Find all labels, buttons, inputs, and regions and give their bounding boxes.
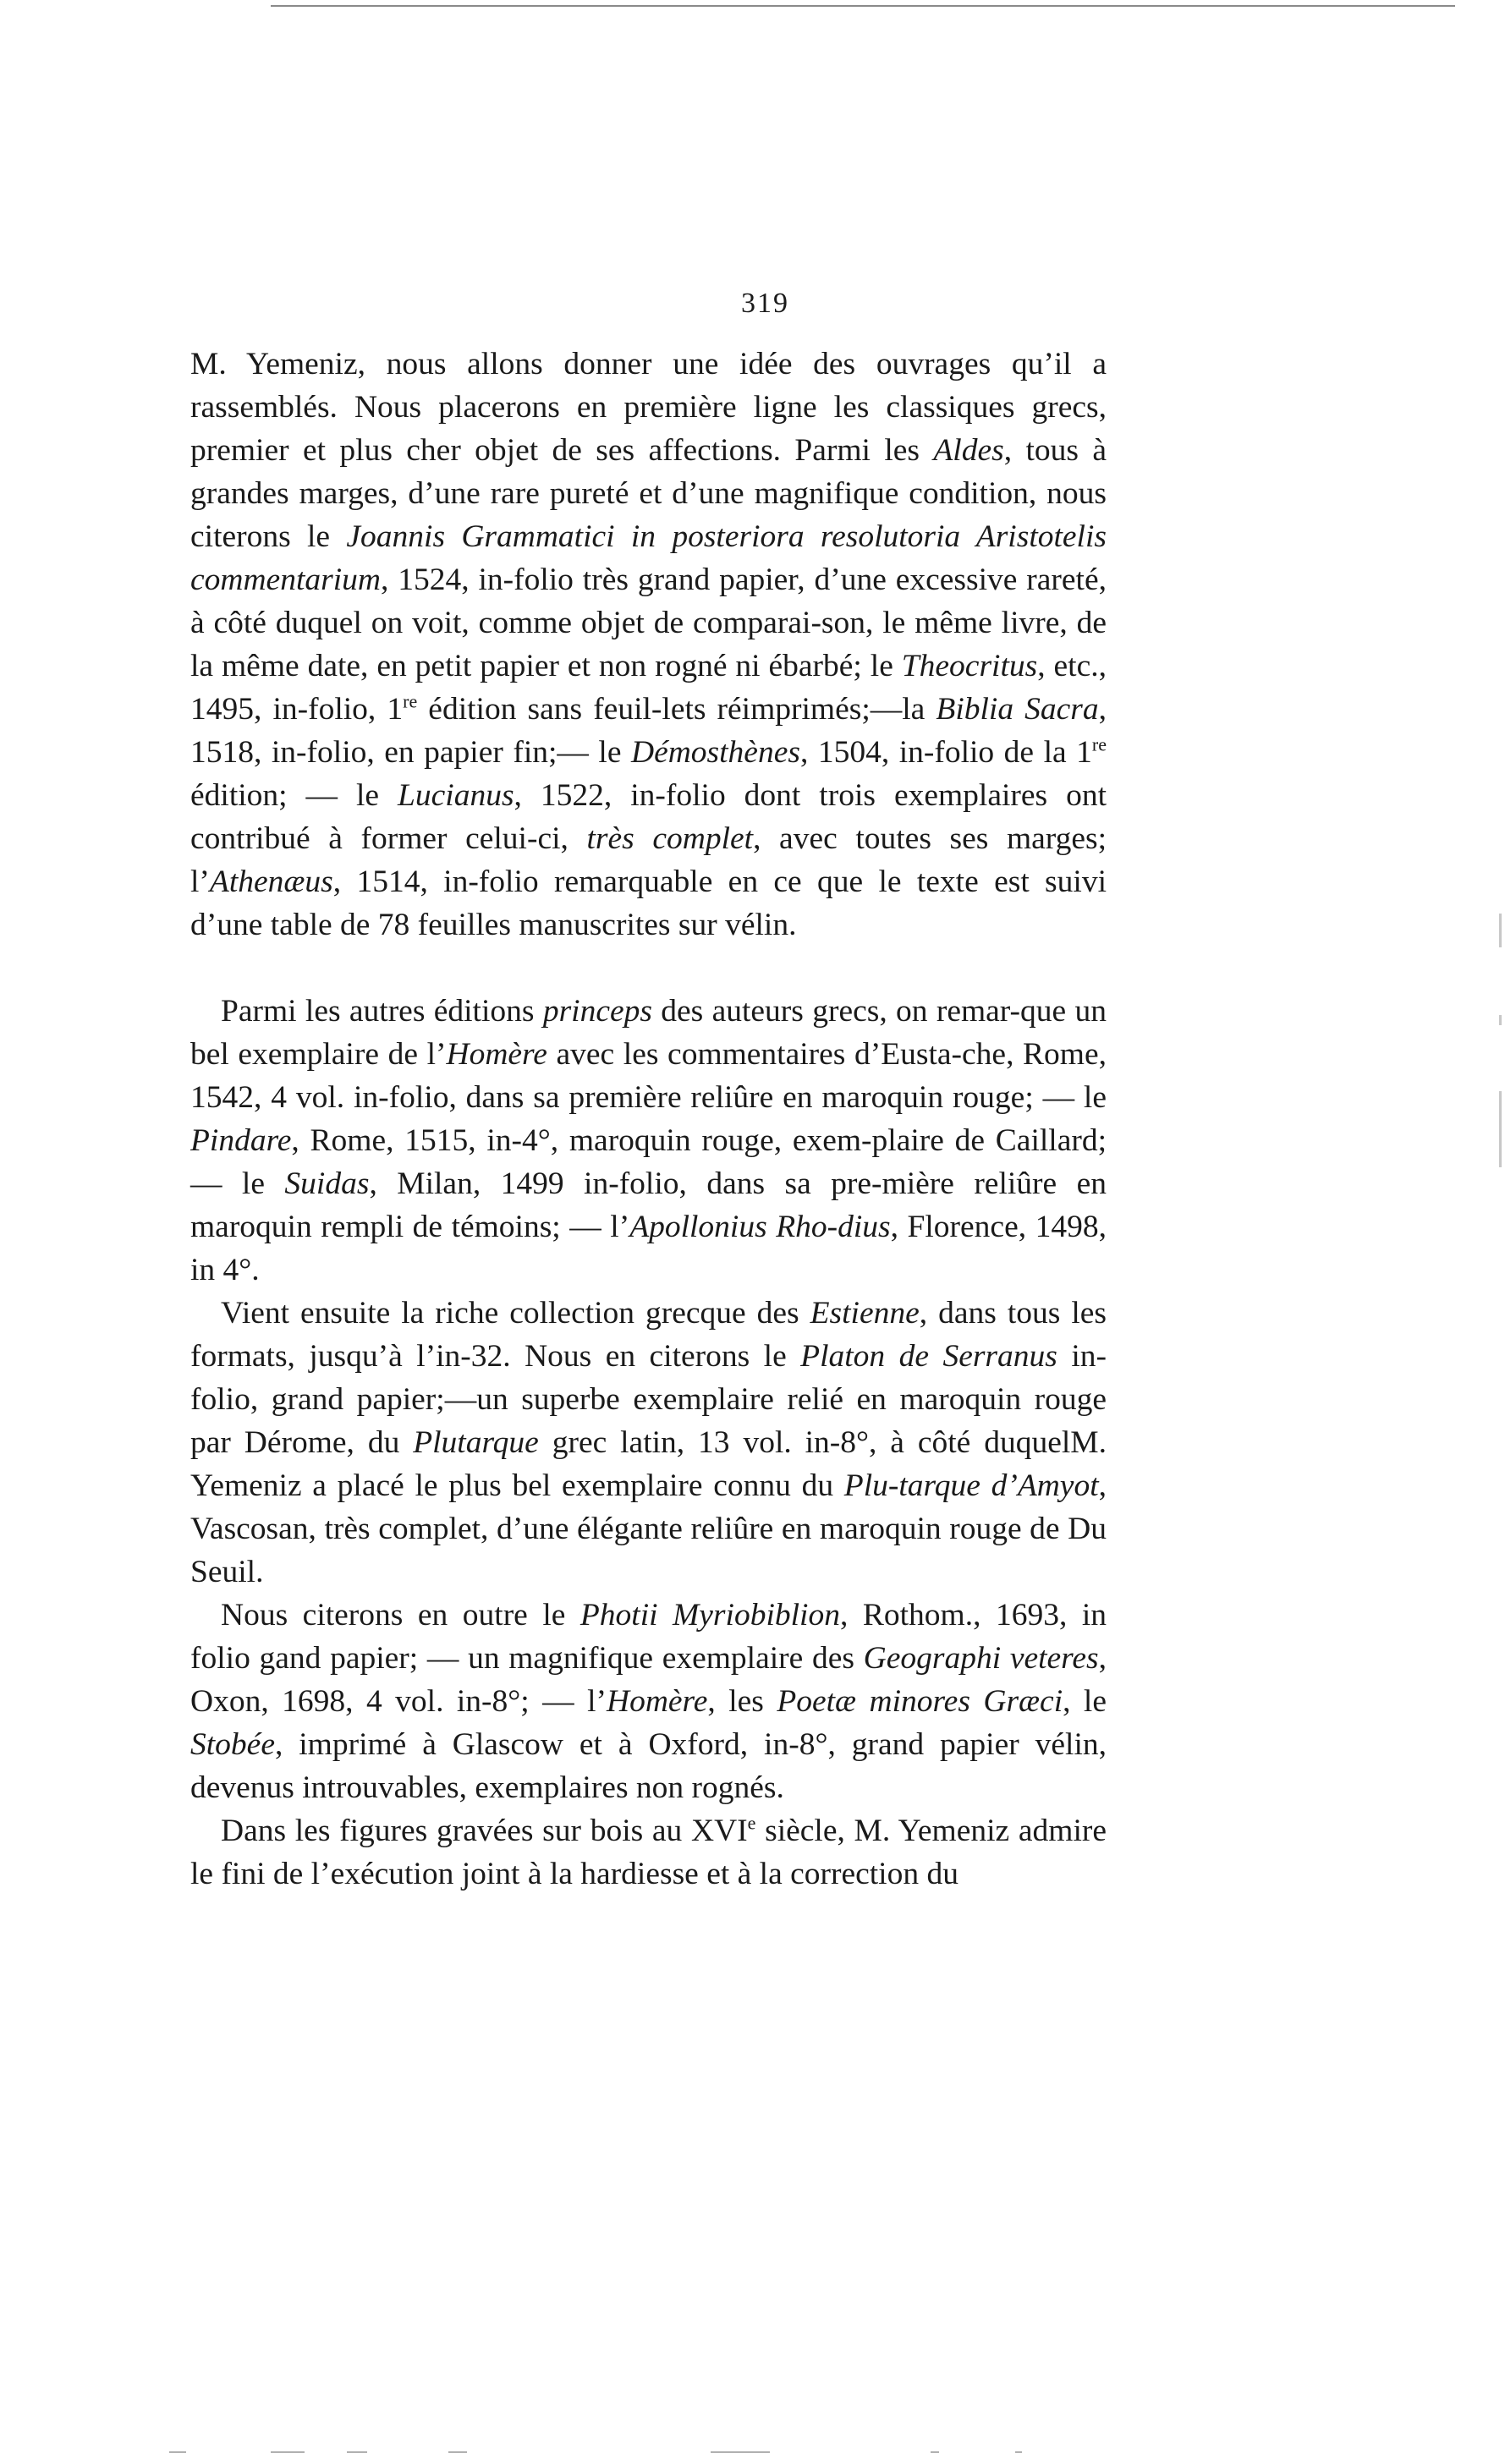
- body-text-run: Parmi les autres éditions: [221, 994, 543, 1029]
- body-text-run: , 1518, in-folio, en papier fin;— le: [190, 692, 1107, 770]
- italic-title-text: Plutarque: [413, 1425, 539, 1460]
- body-text-run: Dans les figures gravées sur bois au XVI: [221, 1814, 748, 1848]
- bottom-scan-marks: [169, 2451, 1354, 2456]
- italic-title-text: Poetæ minores Græci: [777, 1684, 1063, 1719]
- superscript-text: re: [1091, 733, 1107, 755]
- italic-title-text: Platon de Serranus: [800, 1339, 1057, 1374]
- italic-title-text: Démosthènes: [630, 735, 800, 770]
- body-text-run: , dans tous les formats, jusqu’à l’in-32. Nous en citerons le: [190, 1296, 1107, 1374]
- page-number: 319: [741, 288, 789, 319]
- paragraph-5: [190, 1809, 1107, 1896]
- paragraph-2: [190, 990, 1107, 1292]
- italic-title-text: Apollonius Rho-dius: [629, 1210, 891, 1244]
- italic-title-text: Aldes: [933, 433, 1004, 468]
- italic-title-text: Lucianus: [398, 778, 514, 813]
- body-text-run: , Rothom., 1693, in folio gand papier; — un magnifique exemplaire des: [190, 1598, 1107, 1676]
- body-text-run: , imprimé à Glascow et à Oxford, in-8°, grand papier vélin, devenus introuvables, exemplaires non rognés.: [190, 1727, 1107, 1805]
- italic-title-text: Photii Myriobiblion: [579, 1598, 840, 1633]
- body-text-run: siècle, M. Yemeniz admire le fini de l’exécution joint à la hardiesse et à la correction du: [190, 1814, 1107, 1891]
- body-text-run: M. Yemeniz, nous allons donner une idée des ouvrages qu’il a rassemblés. Nous placerons en première ligne les classiques grecs, premier et plus cher objet de ses affections. Parmi les: [190, 347, 1107, 468]
- italic-title-text: Stobée: [190, 1727, 275, 1762]
- body-text-run: , tous à grandes marges, d’une rare pureté et d’une magnifique condition, nous citerons le: [190, 433, 1107, 554]
- superscript-text: re: [403, 690, 418, 712]
- body-text-run: édition; — le: [190, 778, 398, 813]
- italic-title-text: Homère: [446, 1037, 547, 1072]
- italic-title-text: Pindare: [190, 1123, 292, 1158]
- body-text: [190, 343, 1107, 1896]
- italic-title-text: Biblia Sacra: [936, 692, 1099, 727]
- body-text-run: , Oxon, 1698, 4 vol. in-8°; — l’: [190, 1641, 1107, 1719]
- italic-title-text: Plu-tarque d’Amyot: [843, 1468, 1099, 1503]
- body-text-run: , Rome, 1515, in-4°, maroquin rouge, exem-plaire de Caillard; — le: [190, 1123, 1107, 1201]
- body-text-run: , le: [1063, 1684, 1107, 1719]
- body-text-run: in-folio, grand papier;—un superbe exemplaire relié en maroquin rouge par Dérome, du: [190, 1339, 1107, 1460]
- top-scan-rule: [271, 5, 1455, 7]
- paragraph-4: [190, 1594, 1107, 1809]
- body-text-run: , avec toutes ses marges; l’: [190, 821, 1107, 899]
- body-text-run: des auteurs grecs, on remar-que un bel exemplaire de l’: [190, 994, 1107, 1072]
- body-text-run: Vient ensuite la riche collection grecque des: [221, 1296, 810, 1331]
- body-text-run: , 1504, in-folio de la 1: [799, 735, 1092, 770]
- body-text-run: Nous citerons en outre le: [221, 1598, 580, 1633]
- italic-title-text: Theocritus: [901, 649, 1038, 683]
- superscript-text: e: [747, 1812, 756, 1834]
- italic-title-text: Joannis Grammatici in posteriora resolutoria Aristotelis commentarium: [190, 519, 1107, 597]
- paragraph-1: [190, 343, 1107, 990]
- italic-title-text: Geographi veteres: [863, 1641, 1099, 1676]
- body-text-run: , Milan, 1499 in-folio, dans sa pre-mière reliûre en maroquin rempli de témoins; — l’: [190, 1166, 1107, 1244]
- italic-title-text: Athenæus: [209, 864, 333, 899]
- body-text-run: édition sans feuil-lets réimprimés;—la: [417, 692, 937, 727]
- body-text-run: , les: [707, 1684, 777, 1719]
- italic-title-text: Suidas: [284, 1166, 370, 1201]
- right-edge-scan-marks: [1499, 914, 1502, 1193]
- italic-title-text: Estienne: [810, 1296, 920, 1331]
- body-text-run: , 1524, in-folio très grand papier, d’une excessive rareté, à côté duquel on voit, comme objet de comparai-son, le même livre, de la même date, en petit papier et non rogné ni ébarbé; le: [190, 562, 1107, 683]
- body-text-run: grec latin, 13 vol. in-8°, à côté duquelM. Yemeniz a placé le plus bel exemplaire connu du: [190, 1425, 1107, 1503]
- body-text-run: , 1514, in-folio remarquable en ce que le texte est suivi d’une table de 78 feuilles manuscrites sur vélin.: [190, 864, 1107, 942]
- italic-title-text: Homère: [606, 1684, 708, 1719]
- italic-title-text: très complet: [586, 821, 754, 856]
- body-text-run: , Florence, 1498, in 4°.: [190, 1210, 1107, 1287]
- body-text-run: , 1522, in-folio dont trois exemplaires ont contribué à former celui-ci,: [190, 778, 1107, 856]
- body-text-run: avec les commentaires d’Eusta-che, Rome, 1542, 4 vol. in-folio, dans sa première reliûre en maroquin rouge; — le: [190, 1037, 1107, 1115]
- body-text-run: , etc., 1495, in-folio, 1: [190, 649, 1107, 727]
- body-text-run: , Vascosan, très complet, d’une élégante reliûre en maroquin rouge de Du Seuil.: [190, 1468, 1107, 1589]
- paragraph-3: [190, 1292, 1107, 1594]
- italic-title-text: princeps: [542, 994, 652, 1029]
